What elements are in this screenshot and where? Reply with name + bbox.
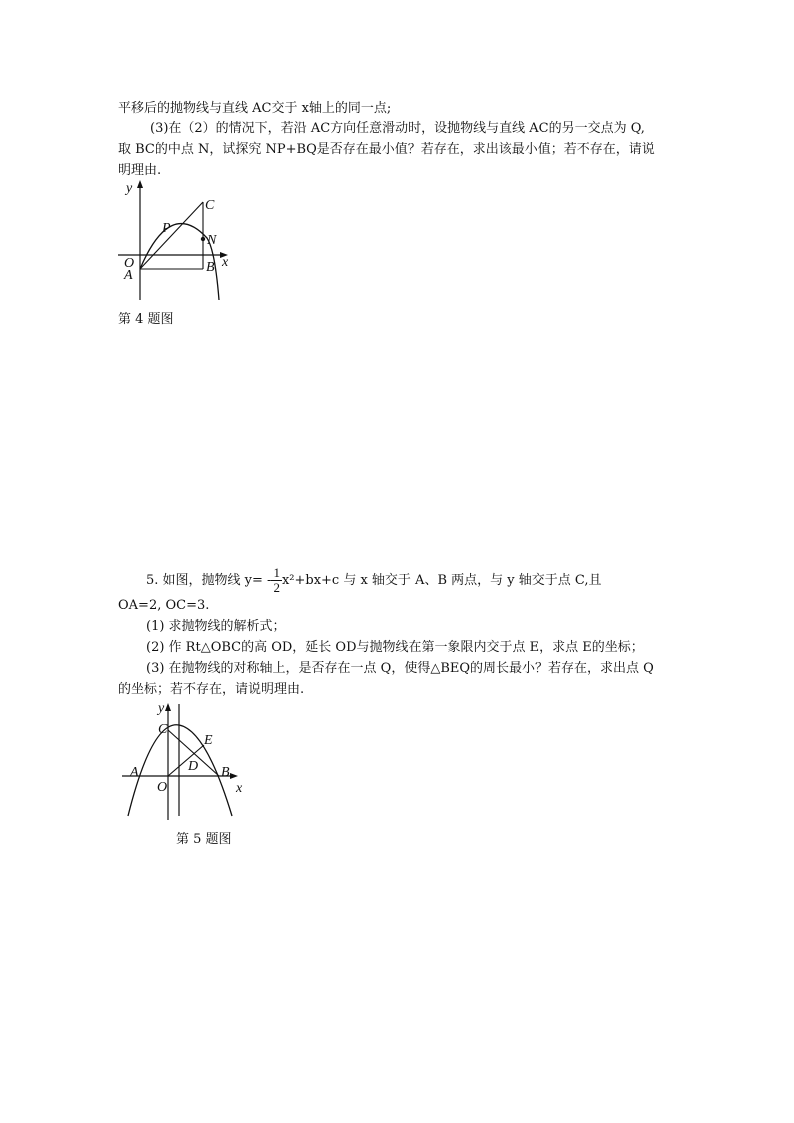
fig5-label-d: D xyxy=(188,759,199,774)
fig4-label-x: x xyxy=(222,255,229,270)
q5-line-6: 的坐标；若不存在，请说明理由. xyxy=(118,682,305,697)
fig5-label-c: C xyxy=(158,722,168,737)
q4-line-1: 平移后的抛物线与直线 AC交于 x轴上的同一点; xyxy=(118,101,392,116)
q5-frac-num: 1 xyxy=(273,565,280,580)
fig5-label-a: A xyxy=(130,765,139,780)
fig4-label-a: A xyxy=(124,268,133,283)
fig4-label-b: B xyxy=(206,260,215,275)
q4-figure-caption: 第 4 题图 xyxy=(118,312,174,327)
q5-fraction xyxy=(271,566,282,595)
fig5-label-e: E xyxy=(204,733,213,748)
figure-4 xyxy=(112,178,252,308)
q4-line-3: 取 BC的中点 N，试探究 NP+BQ是否存在最小值？若存在，求出该最小值；若不存在，请说 xyxy=(118,142,655,157)
q5-figure-caption: 第 5 题图 xyxy=(176,832,232,847)
fig5-label-x: x xyxy=(236,781,243,796)
q4-line-2: (3)在（2）的情况下，若沿 AC方向任意滑动时，设抛物线与直线 AC的另一交点为 Q, xyxy=(150,121,645,136)
q5-frac-den: 2 xyxy=(273,580,280,595)
q5-line-3: (1) 求抛物线的解析式； xyxy=(146,619,286,634)
fig5-label-b: B xyxy=(221,765,230,780)
q5-line-1-post: x²+bx+c 与 x 轴交于 A、B 两点，与 y 轴交于点 C,且 xyxy=(281,573,602,588)
fig5-label-o: O xyxy=(157,780,168,795)
q5-line-2: OA=2, OC=3. xyxy=(118,598,210,613)
q5-line-5: (3) 在抛物线的对称轴上，是否存在一点 Q，使得△BEQ的周长最小？若存在，求出点 Q xyxy=(146,661,654,676)
q5-line-1-pre: 5. 如图，抛物线 y= - xyxy=(146,573,272,588)
fig4-label-p: P xyxy=(162,221,171,236)
q4-line-4: 明理由. xyxy=(118,163,162,178)
q5-line-4: (2) 作 Rt△OBC的高 OD，延长 OD与抛物线在第一象限内交于点 E，求点 E的坐标； xyxy=(146,640,644,655)
figure-5 xyxy=(118,700,258,825)
fig5-label-y: y xyxy=(158,701,165,716)
fig4-label-y: y xyxy=(126,181,133,196)
fig4-label-o: O xyxy=(124,256,135,271)
q5-line-1 xyxy=(146,565,602,595)
fig4-label-n: N xyxy=(207,233,217,248)
fig4-label-c: C xyxy=(205,198,215,213)
